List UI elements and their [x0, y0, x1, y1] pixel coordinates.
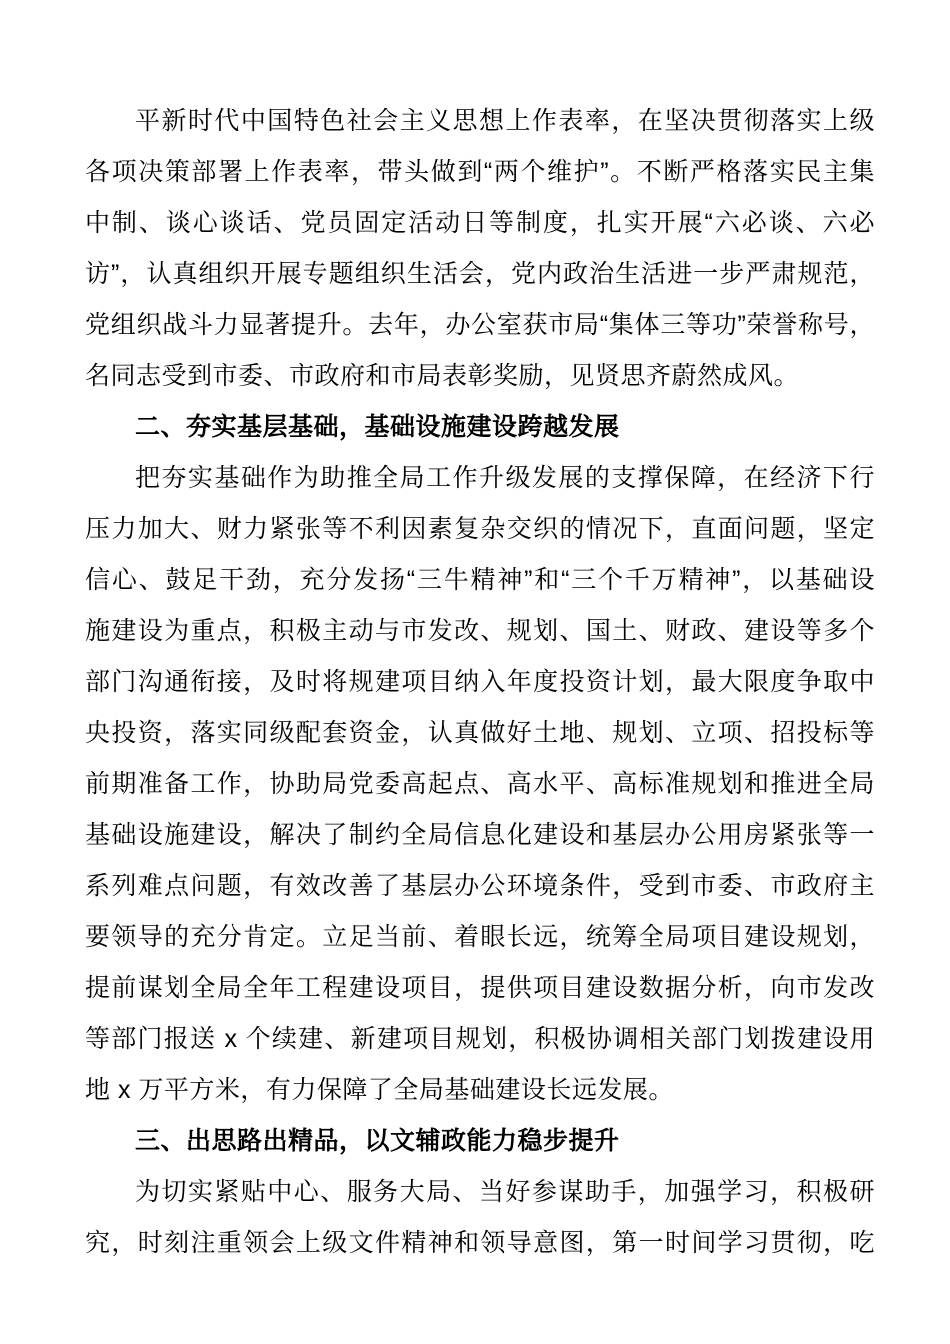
text-line: 部门沟通衔接，及时将规建项目纳入年度投资计划，最大限度争取中	[85, 668, 875, 696]
text-line: 究，时刻注重领会上级文件精神和领导意图，第一时间学习贯彻，吃	[85, 1229, 875, 1257]
section-heading: 二、夯实基层基础，基础设施建设跨越发展	[135, 413, 620, 441]
text-line: 把夯实基础作为助推全局工作升级发展的支撑保障，在经济下行	[135, 464, 875, 492]
text-line: 党组织战斗力显著提升。去年，办公室获市局“集体三等功”荣誉称号，	[85, 311, 875, 339]
text-line: 提前谋划全局全年工程建设项目，提供项目建设数据分析，向市发改	[85, 974, 875, 1002]
text-line: 名同志受到市委、市政府和市局表彰奖励，见贤思齐蔚然成风。	[85, 362, 800, 390]
document-body	[85, 96, 875, 1269]
text-line: 基础设施建设，解决了制约全局信息化建设和基层办公用房紧张等一	[85, 821, 875, 849]
text-line: 要领导的充分肯定。立足当前、着眼长远，统筹全局项目建设规划，	[85, 923, 875, 951]
section-heading: 三、出思路出精品，以文辅政能力稳步提升	[135, 1127, 620, 1155]
text-line: 前期准备工作，协助局党委高起点、高水平、高标准规划和推进全局	[85, 770, 875, 798]
text-line: 平新时代中国特色社会主义思想上作表率，在坚决贯彻落实上级	[135, 107, 875, 135]
text-line: 中制、谈心谈话、党员固定活动日等制度，扎实开展“六必谈、六必	[85, 209, 875, 237]
text-line: 信心、鼓足干劲，充分发扬“三牛精神”和“三个千万精神”，以基础设	[85, 566, 875, 594]
text-line: 地 x 万平方米，有力保障了全局基础建设长远发展。	[85, 1076, 674, 1104]
text-line: 为切实紧贴中心、服务大局、当好参谋助手，加强学习，积极研	[135, 1178, 875, 1206]
text-line: 系列难点问题，有效改善了基层办公环境条件，受到市委、市政府主	[85, 872, 875, 900]
text-line: 访”，认真组织开展专题组织生活会，党内政治生活进一步严肃规范，	[85, 260, 875, 288]
text-line: 央投资，落实同级配套资金，认真做好土地、规划、立项、招投标等	[85, 719, 875, 747]
text-line: 各项决策部署上作表率，带头做到“两个维护”。不断严格落实民主集	[85, 158, 875, 186]
text-line: 压力加大、财力紧张等不利因素复杂交织的情况下，直面问题，坚定	[85, 515, 875, 543]
text-line: 施建设为重点，积极主动与市发改、规划、国土、财政、建设等多个	[85, 617, 875, 645]
text-line: 等部门报送 x 个续建、新建项目规划，积极协调相关部门划拨建设用	[85, 1025, 875, 1053]
